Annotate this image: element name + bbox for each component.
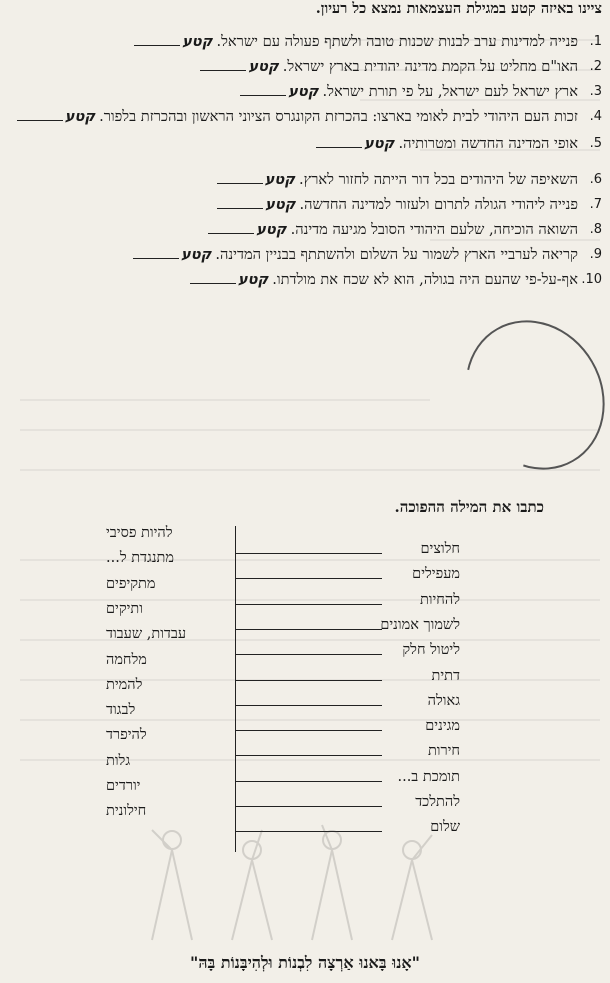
source-label: קטע: [237, 271, 269, 288]
answer-blank[interactable]: [240, 83, 286, 96]
pair-row: [0, 693, 610, 718]
question-text: אופי המדינה החדשה ומטרותיה.: [398, 135, 578, 152]
source-word: להתלכד: [415, 794, 460, 810]
question-text: השואה הוכיחה, שלעם היהודי הסובל מגיעה מדינה.: [290, 221, 578, 238]
question-item: [8, 134, 602, 153]
word-bank-item: ותיקים: [106, 600, 143, 617]
answer-line[interactable]: [236, 781, 382, 782]
answer-blank[interactable]: [217, 196, 263, 209]
source-word: דתית: [431, 667, 460, 684]
question-text: קריאה לערביי הארץ לשמור על השלום ולהשתתף בבניין המדינה.: [215, 246, 578, 263]
question-number: 5.: [589, 136, 602, 151]
word-bank-item: גלות: [106, 752, 131, 769]
question-number: 2.: [589, 59, 602, 74]
question-text: זכות העם היהודי לבית לאומי בארצו: בהכרזת הקונגרס הציוני הראשון ובהכרזת בלפור.: [99, 108, 578, 125]
question-item: [8, 270, 602, 289]
source-label: קטע: [248, 58, 279, 75]
question-item: [8, 32, 602, 51]
answer-line[interactable]: [236, 806, 382, 807]
source-label: קטע: [180, 246, 212, 263]
source-word: גאולה: [427, 692, 460, 709]
answer-line[interactable]: [236, 654, 382, 655]
pair-row: [0, 541, 610, 566]
question-number: 7.: [589, 197, 602, 212]
answer-blank[interactable]: [200, 58, 246, 71]
answer-line[interactable]: [236, 578, 382, 579]
source-word: חירות: [427, 743, 460, 760]
question-number: 6.: [589, 172, 602, 187]
source-word: ליטול חלק: [402, 642, 460, 659]
answer-line[interactable]: [236, 604, 382, 605]
source-word: מעפילים: [412, 566, 460, 583]
answer-line[interactable]: [236, 730, 382, 731]
word-bank-item: מלחמה: [106, 651, 147, 668]
source-label: קטע: [264, 171, 296, 188]
question-text: האו"ם מחליט על הקמת מדינה יהודית בארץ ישראל.: [282, 58, 578, 75]
word-bank-item: להמית: [106, 676, 143, 693]
answer-blank[interactable]: [217, 171, 263, 184]
pair-row: [0, 592, 610, 617]
question-text: פנייה ליהודי הגולה לתרום ולעזור למדינה החדשה.: [299, 196, 578, 213]
question-text: אף-על-פי שהעם היה בגולה, הוא לא שכח את מולדתו.: [272, 271, 578, 288]
answer-blank[interactable]: [208, 221, 254, 234]
answer-line[interactable]: [236, 629, 382, 630]
word-bank-item: יורדים: [106, 778, 141, 794]
question-number: 8.: [589, 222, 602, 237]
source-label: קטע: [265, 196, 296, 213]
word-bank-item: מתקיפים: [106, 575, 156, 592]
answer-blank[interactable]: [190, 271, 236, 284]
source-label: קטע: [64, 108, 96, 125]
answer-line[interactable]: [236, 553, 382, 554]
pair-row: [0, 642, 610, 667]
source-label: קטע: [288, 83, 319, 100]
question-item: [8, 107, 602, 126]
answer-blank[interactable]: [316, 135, 362, 148]
pair-row: [0, 743, 610, 768]
source-word: לשמוך אמונים: [380, 616, 460, 633]
answer-blank[interactable]: [134, 33, 180, 46]
question-text: פנייה למדינות ערב לבנות שכנות טובה ולשתף פעולה עם ישראל.: [216, 33, 578, 50]
word-bank-item: עבדות, שעבוד: [106, 626, 187, 643]
source-word: תומכת ב...: [397, 768, 460, 785]
question-number: 1.: [589, 34, 602, 49]
source-word: שלום: [430, 819, 460, 836]
pair-row: [0, 769, 610, 794]
answer-blank[interactable]: [17, 108, 63, 121]
answer-line[interactable]: [236, 705, 382, 706]
source-label: קטע: [364, 135, 395, 152]
question-text: ארץ ישראל לעם ישראל, על פי תורת ישראל.: [322, 83, 578, 100]
closing-quote: "אָנוּ בָּאנוּ אַרְצָה לִבְנוֹת וּלְהִיבָּנוֹת בָּהּ": [190, 953, 420, 972]
pair-row: [0, 718, 610, 743]
word-bank-item: מתנגדת ל...: [106, 550, 174, 567]
question-item: [8, 82, 602, 101]
word-bank-item: להיות פסיבי: [106, 525, 173, 541]
source-label: קטע: [182, 33, 213, 50]
question-item: [8, 170, 602, 189]
pair-row: [0, 566, 610, 591]
question-number: 9.: [589, 247, 602, 262]
word-bank-item: חילונית: [106, 803, 147, 820]
source-word: חלוצים: [420, 541, 460, 557]
pair-row: [0, 617, 610, 642]
pair-row: [0, 668, 610, 693]
question-item: [8, 57, 602, 76]
question-number: 4.: [589, 109, 602, 124]
question-number: 3.: [589, 84, 602, 99]
question-text: השאיפה של היהודים בכל דור הייתה לחזור לארץ.: [299, 171, 578, 188]
question-item: [8, 220, 602, 239]
source-word: להחיות: [419, 591, 460, 608]
word-bank-item: להיפרד: [106, 727, 147, 744]
question-number: 10.: [581, 272, 602, 287]
word-bank-item: לבגוד: [106, 702, 136, 719]
section2-title: כתבו את המילה ההפוכה.: [394, 498, 544, 516]
section1-title: ציינו באיזה קטע במגילת העצמאות נמצא כל רעיון.: [315, 0, 602, 17]
question-item: [8, 195, 602, 214]
question-item: [8, 245, 602, 264]
answer-line[interactable]: [236, 680, 382, 681]
source-word: מגינים: [425, 718, 460, 735]
pen-circle-mark: [438, 295, 610, 495]
answer-blank[interactable]: [133, 246, 179, 259]
source-label: קטע: [256, 221, 287, 238]
faded-illustration: [112, 810, 492, 950]
answer-line[interactable]: [236, 755, 382, 756]
